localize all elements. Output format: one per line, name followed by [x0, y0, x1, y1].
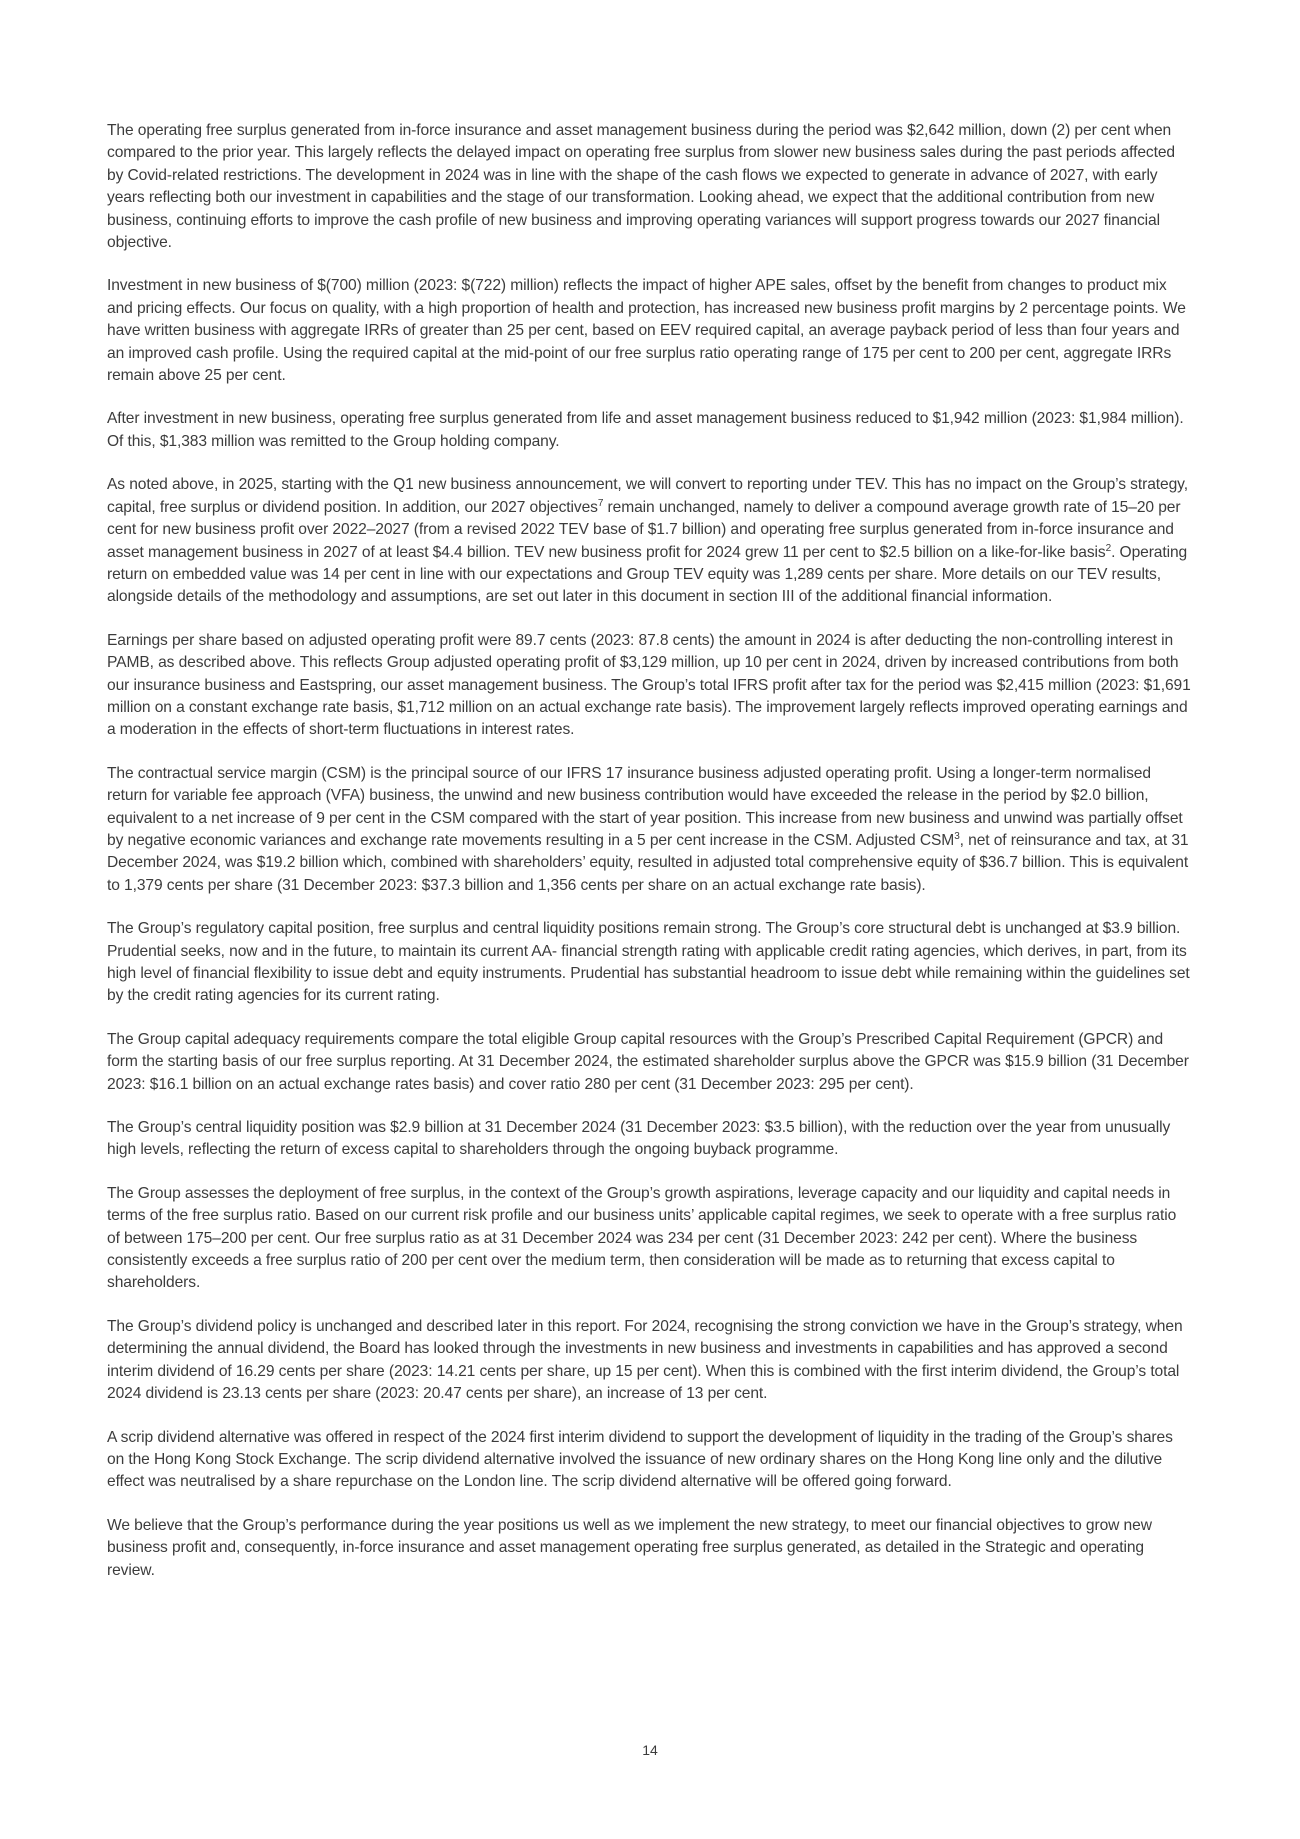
- paragraph-dividend-policy: The Group’s dividend policy is unchanged and described later in this report. For 2024, recognising the strong conviction we have in the Group’s strategy, when determining the annual dividend, the Board has looked through the investments in new business and investments in capabilities and has approved a second interim dividend of 16.29 cents per share (2023: 14.21 cents per share, up 15 per cent). When this is combined with the first interim dividend, the Group’s total 2024 dividend is 23.13 cents per share (2023: 20.47 cents per share), an increase of 13 per cent.: [107, 1317, 1183, 1403]
- paragraph-investment-new-business: Investment in new business of $(700) million (2023: $(722) million) reflects the impact of higher APE sales, offset by the benefit from changes to product mix and pricing effects. Our focus on quality, with a high proportion of health and protection, has increased new business profit margins by 2 percentage points. We have written business with aggregate IRRs of greater than 25 per cent, based on EEV required capital, an average payback period of less than four years and an improved cash profile. Using the required capital at the mid-point of our free surplus ratio operating range of 175 per cent to 200 per cent, aggregate IRRs remain above 25 per cent.: [107, 277, 1186, 385]
- page-number: 14: [642, 1742, 658, 1758]
- paragraph-free-surplus-ratio: The Group assesses the deployment of free surplus, in the context of the Group’s growth aspirations, leverage capacity and our liquidity and capital needs in terms of the free surplus ratio. Based on our current risk profile and our business units’ applicable capital regimes, we seek to operate with a free surplus ratio of between 175–200 per cent. Our free surplus ratio as at 31 December 2024 was 234 per cent (31 December 2023: 242 per cent). Where the business consistently exceeds a free surplus ratio of 200 per cent over the medium term, then consideration will be made as to returning that excess capital to shareholders.: [107, 1184, 1177, 1292]
- paragraph-regulatory-capital: The Group’s regulatory capital position, free surplus and central liquidity positions remain strong. The Group’s core structural debt is unchanged at $3.9 billion. Prudential seeks, now and in the future, to maintain its current AA- financial strength rating with applicable credit rating agencies, which derives, in part, from its high level of financial flexibility to issue debt and equity instruments. Prudential has substantial headroom to issue debt while remaining within the guidelines set by the credit rating agencies for its current rating.: [107, 920, 1190, 1005]
- paragraph-operating-free-surplus: The operating free surplus generated from in-force insurance and asset management business during the period was $2,642 million, down (2) per cent when compared to the prior year. This largely reflects the delayed impact on operating free surplus from slower new business sales during the past periods affected by Covid-related restrictions. The development in 2024 was in line with the shape of the cash flows we expected to generate in advance of 2027, with early years reflecting both our investment in capabilities and the stage of our transformation. Looking ahead, we expect that the additional contribution from new business, continuing efforts to improve the cash profile of new business and improving operating variances will support progress towards our 2027 financial objective.: [107, 122, 1175, 252]
- paragraph-capital-adequacy: The Group capital adequacy requirements compare the total eligible Group capital resources with the Group’s Prescribed Capital Requirement (GPCR) and form the starting basis of our free surplus reporting. At 31 December 2024, the estimated shareholder surplus above the GPCR was $15.9 billion (31 December 2023: $16.1 billion on an actual exchange rates basis) and cover ratio 280 per cent (31 December 2023: 295 per cent).: [107, 1030, 1189, 1093]
- footnote-ref: 7: [597, 497, 604, 509]
- paragraph-remittance: After investment in new business, operating free surplus generated from life and asset management business reduced to $1,942 million (2023: $1,984 million). Of this, $1,383 million was remitted to the Group holding company.: [107, 410, 1184, 450]
- paragraph-scrip-dividend: A scrip dividend alternative was offered in respect of the 2024 first interim dividend to support the development of liquidity in the trading of the Group’s shares on the Hong Kong Stock Exchange. The scrip dividend alternative involved the issuance of new ordinary shares on the Hong Kong line only and the dilutive effect was neutralised by a share repurchase on the London line. The scrip dividend alternative will be offered going forward.: [107, 1428, 1173, 1491]
- footnote-ref: 3: [954, 830, 960, 842]
- paragraph-tev-reporting: As noted above, in 2025, starting with the Q1 new business announcement, we will convert to reporting under TEV. This has no impact on the Group’s strategy, capital, free surplus or dividend position. In addition, our 2027 objectives$^7$ remain unchanged, namely to deliver a compound average growth rate of 15–20 per cent for new business profit over 2022–2027 (from a revised 2022 TEV base of $1.7 billion) and operating free surplus generated from in-force insurance and asset management business in 2027 of at least $4.4 billion. TEV new business profit for 2024 grew 11 per cent to $2.5 billion on a like-for-like basis$^2$. Operating return on embedded value was 14 per cent in line with our expectations and Group TEV equity was 1,289 cents per share. More details on our TEV results, alongside details of the methodology and assumptions, are set out later in this document in section III of the additional financial information.: [107, 476, 1188, 606]
- paragraph-earnings-per-share: Earnings per share based on adjusted operating profit were 89.7 cents (2023: 87.8 cents) the amount in 2024 is after deducting the non-controlling interest in PAMB, as described above. This reflects Group adjusted operating profit of $3,129 million, up 10 per cent in 2024, driven by increased contributions from both our insurance business and Eastspring, our asset management business. The Group’s total IFRS profit after tax for the period was $2,415 million (2023: $1,691 million on a constant exchange rate basis, $1,712 million on an actual exchange rate basis). The improvement largely reflects improved operating earnings and a moderation in the effects of short-term fluctuations in interest rates.: [107, 631, 1191, 739]
- footnote-ref: 2: [1105, 542, 1112, 554]
- paragraph-csm: The contractual service margin (CSM) is the principal source of our IFRS 17 insurance business adjusted operating profit. Using a longer-term normalised return for variable fee approach (VFA) business, the unwind and new business contribution would have exceeded the release in the period by $2.0 billion, equivalent to a net increase of 9 per cent in the CSM compared with the start of year position. This increase from new business and unwind was partially offset by negative economic variances and exchange rate movements resulting in a 5 per cent increase in the CSM. Adjusted CSM$^3$, net of reinsurance and tax, at 31 December 2024, was $19.2 billion which, combined with shareholders’ equity, resulted in adjusted total comprehensive equity of $36.7 billion. This is equivalent to 1,379 cents per share (31 December 2023: $37.3 billion and 1,356 cents per share on an actual exchange rate basis).: [107, 764, 1189, 894]
- paragraph-closing-statement: We believe that the Group’s performance during the year positions us well as we implement the new strategy, to meet our financial objectives to grow new business profit and, consequently, in-force insurance and asset management operating free surplus generated, as detailed in the Strategic and operating review.: [107, 1516, 1152, 1579]
- document-body: [107, 120, 1192, 1603]
- paragraph-central-liquidity: The Group’s central liquidity position was $2.9 billion at 31 December 2024 (31 December 2023: $3.5 billion), with the reduction over the year from unusually high levels, reflecting the return of excess capital to shareholders through the ongoing buyback programme.: [107, 1119, 1171, 1159]
